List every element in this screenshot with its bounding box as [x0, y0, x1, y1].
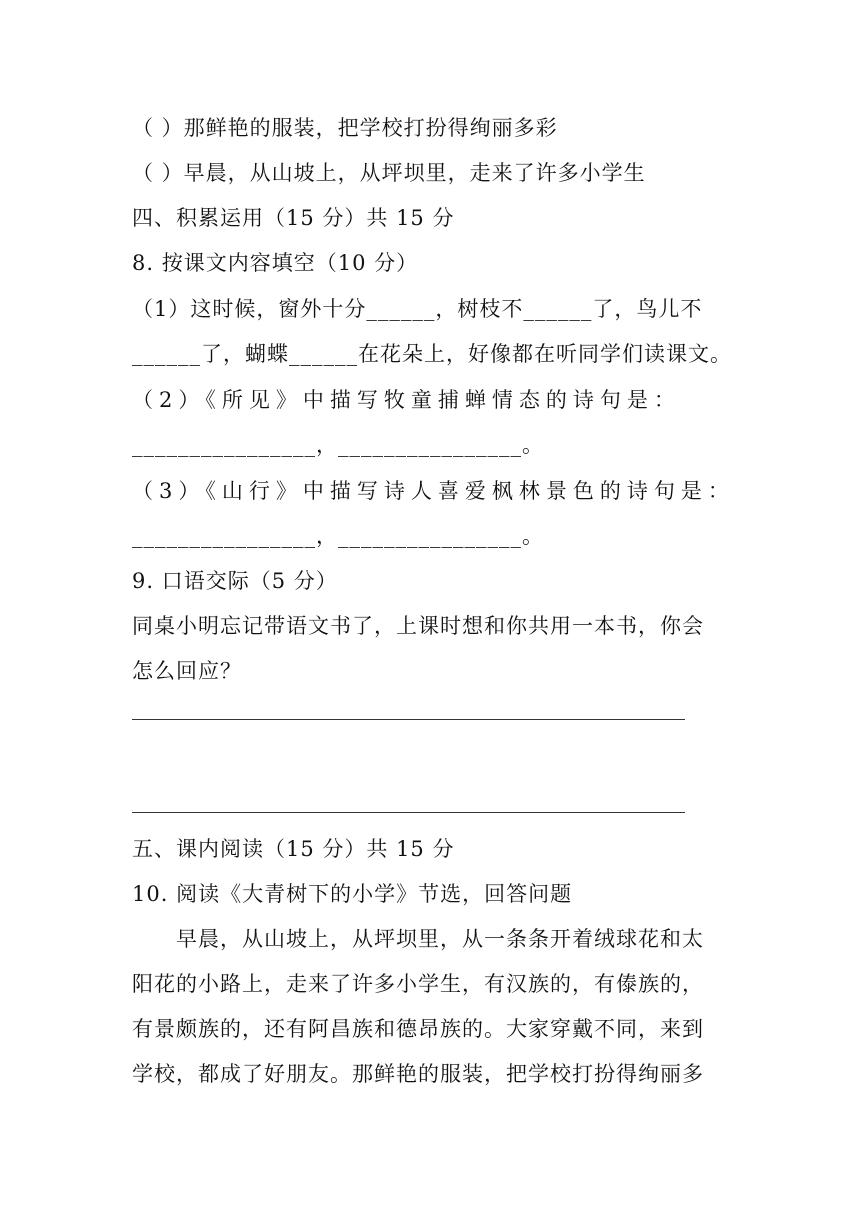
- question-8-part-2: （2）《所见》中描写牧童捕蝉情态的诗句是：: [132, 388, 681, 412]
- answer-line-1[interactable]: [132, 719, 685, 720]
- question-10-title: 10. 阅读《大青树下的小学》节选，回答问题: [132, 882, 573, 906]
- question-9-title: 9. 口语交际（5 分）: [132, 569, 338, 593]
- option-line-1: （ ）那鲜艳的服装，把学校打扮得绚丽多彩: [132, 116, 558, 140]
- question-8-part-1-line-2: ______了，蝴蝶______在花朵上，好像都在听同学们读课文。: [132, 342, 732, 366]
- question-9-prompt-line-2: 怎么回应？: [132, 659, 242, 683]
- passage-line-2: 阳花的小路上，走来了许多小学生，有汉族的，有傣族的，: [132, 972, 704, 996]
- question-8-part-2-blanks: ________________，________________。: [132, 433, 544, 457]
- question-8-part-3-blanks: ________________，________________。: [132, 524, 544, 548]
- option-line-2: （ ）早晨，从山坡上，从坪坝里，走来了许多小学生: [132, 161, 646, 185]
- question-8-title: 8. 按课文内容填空（10 分）: [132, 251, 419, 275]
- question-8-part-1-line-1: （1）这时候，窗外十分______，树枝不______了，鸟儿不: [132, 297, 703, 321]
- passage-line-3: 有景颇族的，还有阿昌族和德昂族的。大家穿戴不同，来到: [132, 1017, 704, 1041]
- passage-line-4: 学校，都成了好朋友。那鲜艳的服装，把学校打扮得绚丽多: [132, 1062, 704, 1086]
- section-heading-4: 四、积累运用（15 分）共 15 分: [132, 206, 455, 230]
- question-9-prompt-line-1: 同桌小明忘记带语文书了，上课时想和你共用一本书，你会: [132, 614, 704, 638]
- answer-line-2[interactable]: [132, 812, 685, 813]
- question-8-part-3: （3）《山行》中描写诗人喜爱枫林景色的诗句是：: [132, 479, 735, 503]
- section-heading-5: 五、课内阅读（15 分）共 15 分: [132, 837, 455, 861]
- passage-line-1: 早晨，从山坡上，从坪坝里，从一条条开着绒球花和太: [132, 927, 704, 951]
